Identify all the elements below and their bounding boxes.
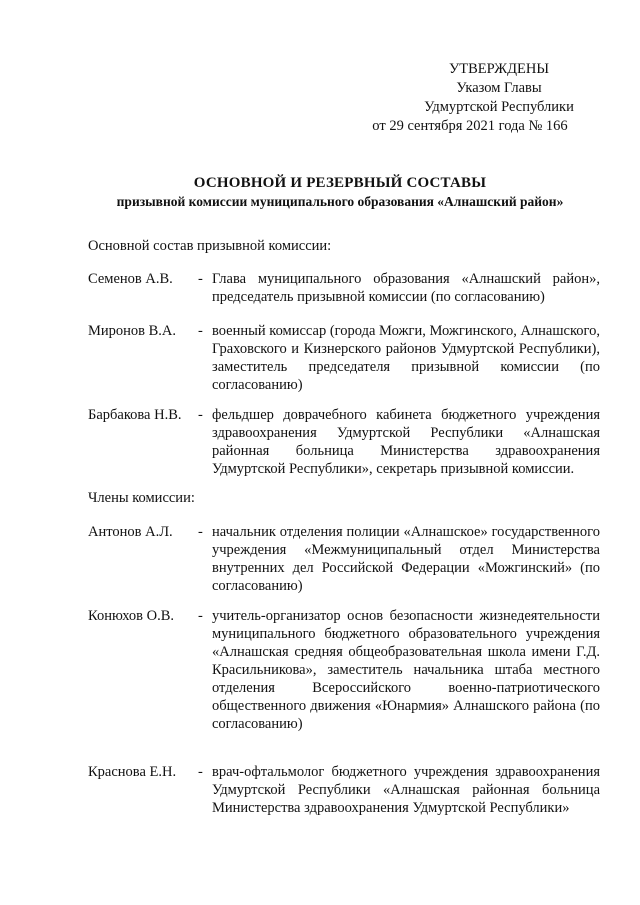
- member-entry: [88, 406, 608, 478]
- member-entry: [88, 763, 608, 817]
- member-entry: [88, 322, 608, 394]
- member-name: Семенов А.В.: [88, 271, 173, 287]
- member-description: военный комиссар (города Можги, Можгинского, Алнашского, Граховского и Кизнерского районов Удмуртской Республики), заместитель председателя призывной комиссии (по согласованию): [212, 323, 600, 393]
- member-description: учитель-организатор основ безопасности жизнедеятельности муниципального бюджетного образовательного учреждения «Алнашская средняя общеобразовательная школа имени Г.Д. Красильникова», заместитель начальника штаба местного отделения Всероссийского военно-патриотического общественного движения «Юнармия» Алнашского района (по согласованию): [212, 608, 600, 732]
- member-name: Краснова Е.Н.: [88, 764, 177, 780]
- member-name: Барбакова Н.В.: [88, 407, 182, 423]
- member-dash: -: [198, 608, 203, 624]
- member-description: фельдшер доврачебного кабинета бюджетного учреждения здравоохранения Удмуртской Республики «Алнашская районная больница Министерства здравоохранения Удмуртской Республики», секретарь призывной комиссии.: [212, 407, 600, 477]
- member-entry: [88, 523, 608, 595]
- member-dash: -: [198, 524, 203, 540]
- approval-decree: Указом Главы: [456, 80, 542, 96]
- member-description: начальник отделения полиции «Алнашское» государственного учреждения «Межмуниципальный отдел Министерства внутренних дел Российской Федерации «Можгинский» (по согласованию): [212, 524, 600, 594]
- member-dash: -: [198, 407, 203, 423]
- member-description: Глава муниципального образования «Алнашский район», председатель призывной комиссии (по согласованию): [212, 271, 600, 305]
- member-name: Антонов А.Л.: [88, 524, 173, 540]
- document-title: [60, 173, 620, 211]
- approval-republic: Удмуртской Республики: [424, 99, 574, 115]
- member-name: Миронов В.А.: [88, 323, 177, 339]
- member-entry: [88, 270, 608, 306]
- member-description: врач-офтальмолог бюджетного учреждения здравоохранения Удмуртской Республики «Алнашская районная больница Министерства здравоохранения Удмуртской Республики»: [212, 764, 600, 816]
- member-name: Конюхов О.В.: [88, 608, 175, 624]
- member-dash: -: [198, 271, 203, 287]
- member-entry: [88, 607, 608, 733]
- approval-date: от 29 сентября 2021 года № 166: [372, 118, 568, 134]
- approval-stamp: [340, 60, 580, 136]
- commission-members-heading: Члены комиссии:: [88, 490, 195, 506]
- title-main: ОСНОВНОЙ И РЕЗЕРВНЫЙ СОСТАВЫ: [193, 175, 487, 191]
- main-composition-heading: Основной состав призывной комиссии:: [88, 238, 332, 254]
- approval-approved: УТВЕРЖДЕНЫ: [448, 61, 550, 77]
- member-dash: -: [198, 323, 203, 339]
- member-dash: -: [198, 764, 203, 780]
- title-subtitle: призывной комиссии муниципального образования «Алнашский район»: [116, 194, 564, 209]
